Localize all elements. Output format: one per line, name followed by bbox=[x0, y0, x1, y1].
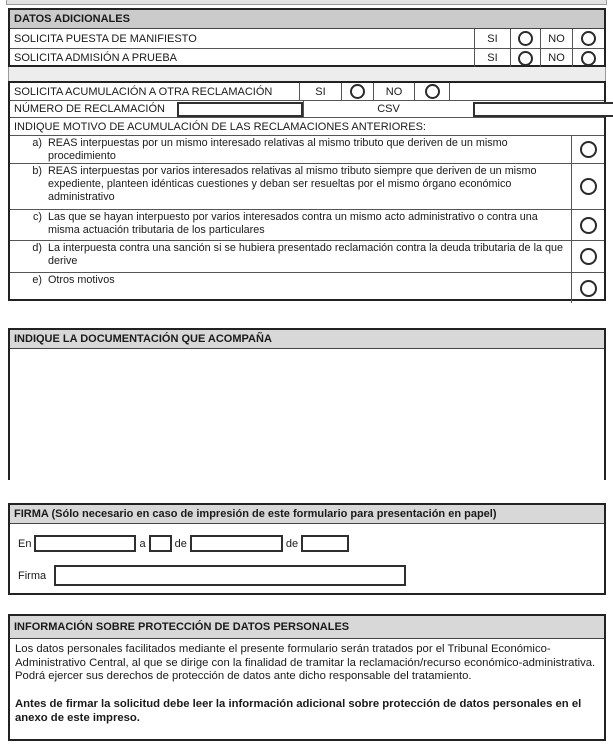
empty-cell bbox=[449, 83, 604, 100]
radio-cell bbox=[571, 241, 604, 272]
firma-signature-line bbox=[10, 565, 604, 586]
motivo-key: d) bbox=[32, 242, 42, 254]
si-label: SI bbox=[474, 49, 510, 67]
motivo-text: Otros motivos bbox=[48, 274, 115, 286]
mes-input[interactable] bbox=[190, 535, 283, 552]
label-firma: Firma bbox=[18, 569, 47, 582]
label-en: En bbox=[18, 537, 32, 550]
section-documentacion bbox=[8, 328, 606, 480]
section-title-datos-adicionales: DATOS ADICIONALES bbox=[10, 10, 604, 29]
radio-cell bbox=[414, 83, 449, 100]
numero-reclamacion-input[interactable] bbox=[177, 102, 303, 117]
radio-cell bbox=[341, 83, 373, 100]
csv-label: CSV bbox=[303, 101, 473, 117]
section-title-firma: FIRMA (Sólo necesario en caso de impresión de este formulario para presentación en papel) bbox=[10, 505, 604, 524]
proteccion-body-text: Los datos personales facilitados mediante el presente formulario serán tratados por el Tribunal Económico-Administrativo Central, al que se dirige con la finalidad de tramitar la reclamación/recurso económico-administrativa. Podrá ejercer sus derechos de protección de datos ante dicho responsable del tratamiento. bbox=[15, 643, 596, 682]
dia-input[interactable] bbox=[149, 535, 172, 552]
anio-input[interactable] bbox=[301, 535, 349, 552]
radio-motivo-b[interactable] bbox=[580, 178, 597, 195]
motivo-row-d bbox=[10, 240, 604, 272]
motivo-text: Las que se hayan interpuesto por varios interesados contra un mismo acto administrativo o contra una misma actuación tributaria de los particulares bbox=[48, 211, 538, 236]
documentacion-textarea[interactable] bbox=[10, 349, 604, 480]
label-puesta-de-manifiesto: SOLICITA PUESTA DE MANIFIESTO bbox=[14, 32, 197, 45]
radio-prueba-no[interactable] bbox=[581, 51, 596, 66]
radio-acumulacion-si[interactable] bbox=[350, 84, 365, 99]
motivo-text: REAS interpuestas por varios interesados relativas al mismo tributo siempre que deriven de un mismo expediente, planteen idénticas cuestiones y deban ser resueltas por el mismo órgano económico administrativo bbox=[48, 165, 537, 203]
label-admision-a-prueba: SOLICITA ADMISIÓN A PRUEBA bbox=[14, 52, 178, 64]
section-title-documentacion: INDIQUE LA DOCUMENTACIÓN QUE ACOMPAÑA bbox=[10, 330, 604, 349]
firma-date-line bbox=[10, 535, 604, 552]
radio-manifiesto-no[interactable] bbox=[581, 31, 596, 46]
radio-motivo-c[interactable] bbox=[580, 217, 597, 234]
radio-cell bbox=[572, 29, 604, 48]
motivo-row-e bbox=[10, 272, 604, 303]
radio-cell bbox=[510, 49, 540, 67]
no-label: NO bbox=[540, 49, 572, 67]
motivo-key: a) bbox=[32, 137, 42, 149]
row-puesta-de-manifiesto bbox=[10, 29, 604, 48]
radio-cell bbox=[571, 164, 604, 209]
row-admision-a-prueba bbox=[10, 48, 604, 67]
section-acumulacion bbox=[8, 81, 606, 301]
label-de: de bbox=[174, 537, 187, 550]
radio-cell bbox=[572, 49, 604, 67]
motivo-key: e) bbox=[32, 274, 42, 286]
firma-input[interactable] bbox=[54, 565, 406, 586]
radio-motivo-a[interactable] bbox=[580, 141, 597, 158]
label-solicita-acumulacion: SOLICITA ACUMULACIÓN A OTRA RECLAMACIÓN bbox=[14, 85, 273, 98]
radio-manifiesto-si[interactable] bbox=[518, 31, 533, 46]
motivo-text: La interpuesta contra una sanción si se hubiera presentado reclamación contra la deuda tributaria de la que derive bbox=[48, 242, 563, 267]
section-proteccion-datos bbox=[8, 614, 606, 741]
section-datos-adicionales bbox=[8, 8, 606, 67]
radio-cell bbox=[510, 29, 540, 48]
csv-input[interactable] bbox=[473, 102, 613, 117]
motivo-text: REAS interpuestas por un mismo interesado relativas al mismo tributo que deriven de un mismo procedimiento bbox=[48, 137, 508, 162]
label-numero-reclamacion: NÚMERO DE RECLAMACIÓN bbox=[14, 103, 165, 115]
radio-acumulacion-no[interactable] bbox=[425, 84, 440, 99]
motivo-row-a bbox=[10, 135, 604, 163]
motivo-key: c) bbox=[33, 211, 42, 223]
radio-motivo-d[interactable] bbox=[580, 248, 597, 265]
radio-cell bbox=[571, 136, 604, 163]
radio-cell bbox=[571, 210, 604, 240]
section-firma bbox=[8, 503, 606, 595]
motivo-key: b) bbox=[32, 165, 42, 177]
row-numero-reclamacion bbox=[10, 100, 604, 117]
no-label: NO bbox=[373, 83, 414, 100]
label-motivo-acumulacion: INDIQUE MOTIVO DE ACUMULACIÓN DE LAS RECLAMACIONES ANTERIORES: bbox=[10, 117, 604, 135]
radio-motivo-e[interactable] bbox=[580, 280, 597, 297]
proteccion-note-text: Antes de firmar la solicitud debe leer la información adicional sobre protección de datos personales en el anexo de este impreso. bbox=[15, 697, 582, 724]
section-spacer bbox=[8, 67, 606, 81]
si-label: SI bbox=[474, 29, 510, 48]
previous-section-edge bbox=[6, 0, 607, 5]
motivo-row-c bbox=[10, 209, 604, 240]
radio-cell bbox=[571, 273, 604, 303]
radio-prueba-si[interactable] bbox=[518, 51, 533, 66]
si-label: SI bbox=[299, 83, 341, 100]
label-de-2: de bbox=[285, 537, 299, 550]
label-a: a bbox=[139, 537, 146, 550]
motivo-row-b bbox=[10, 163, 604, 209]
row-solicita-acumulacion bbox=[10, 83, 604, 100]
no-label: NO bbox=[540, 29, 572, 48]
section-title-proteccion-datos: INFORMACIÓN SOBRE PROTECCIÓN DE DATOS PERSONALES bbox=[10, 616, 604, 639]
lugar-input[interactable] bbox=[34, 535, 136, 552]
